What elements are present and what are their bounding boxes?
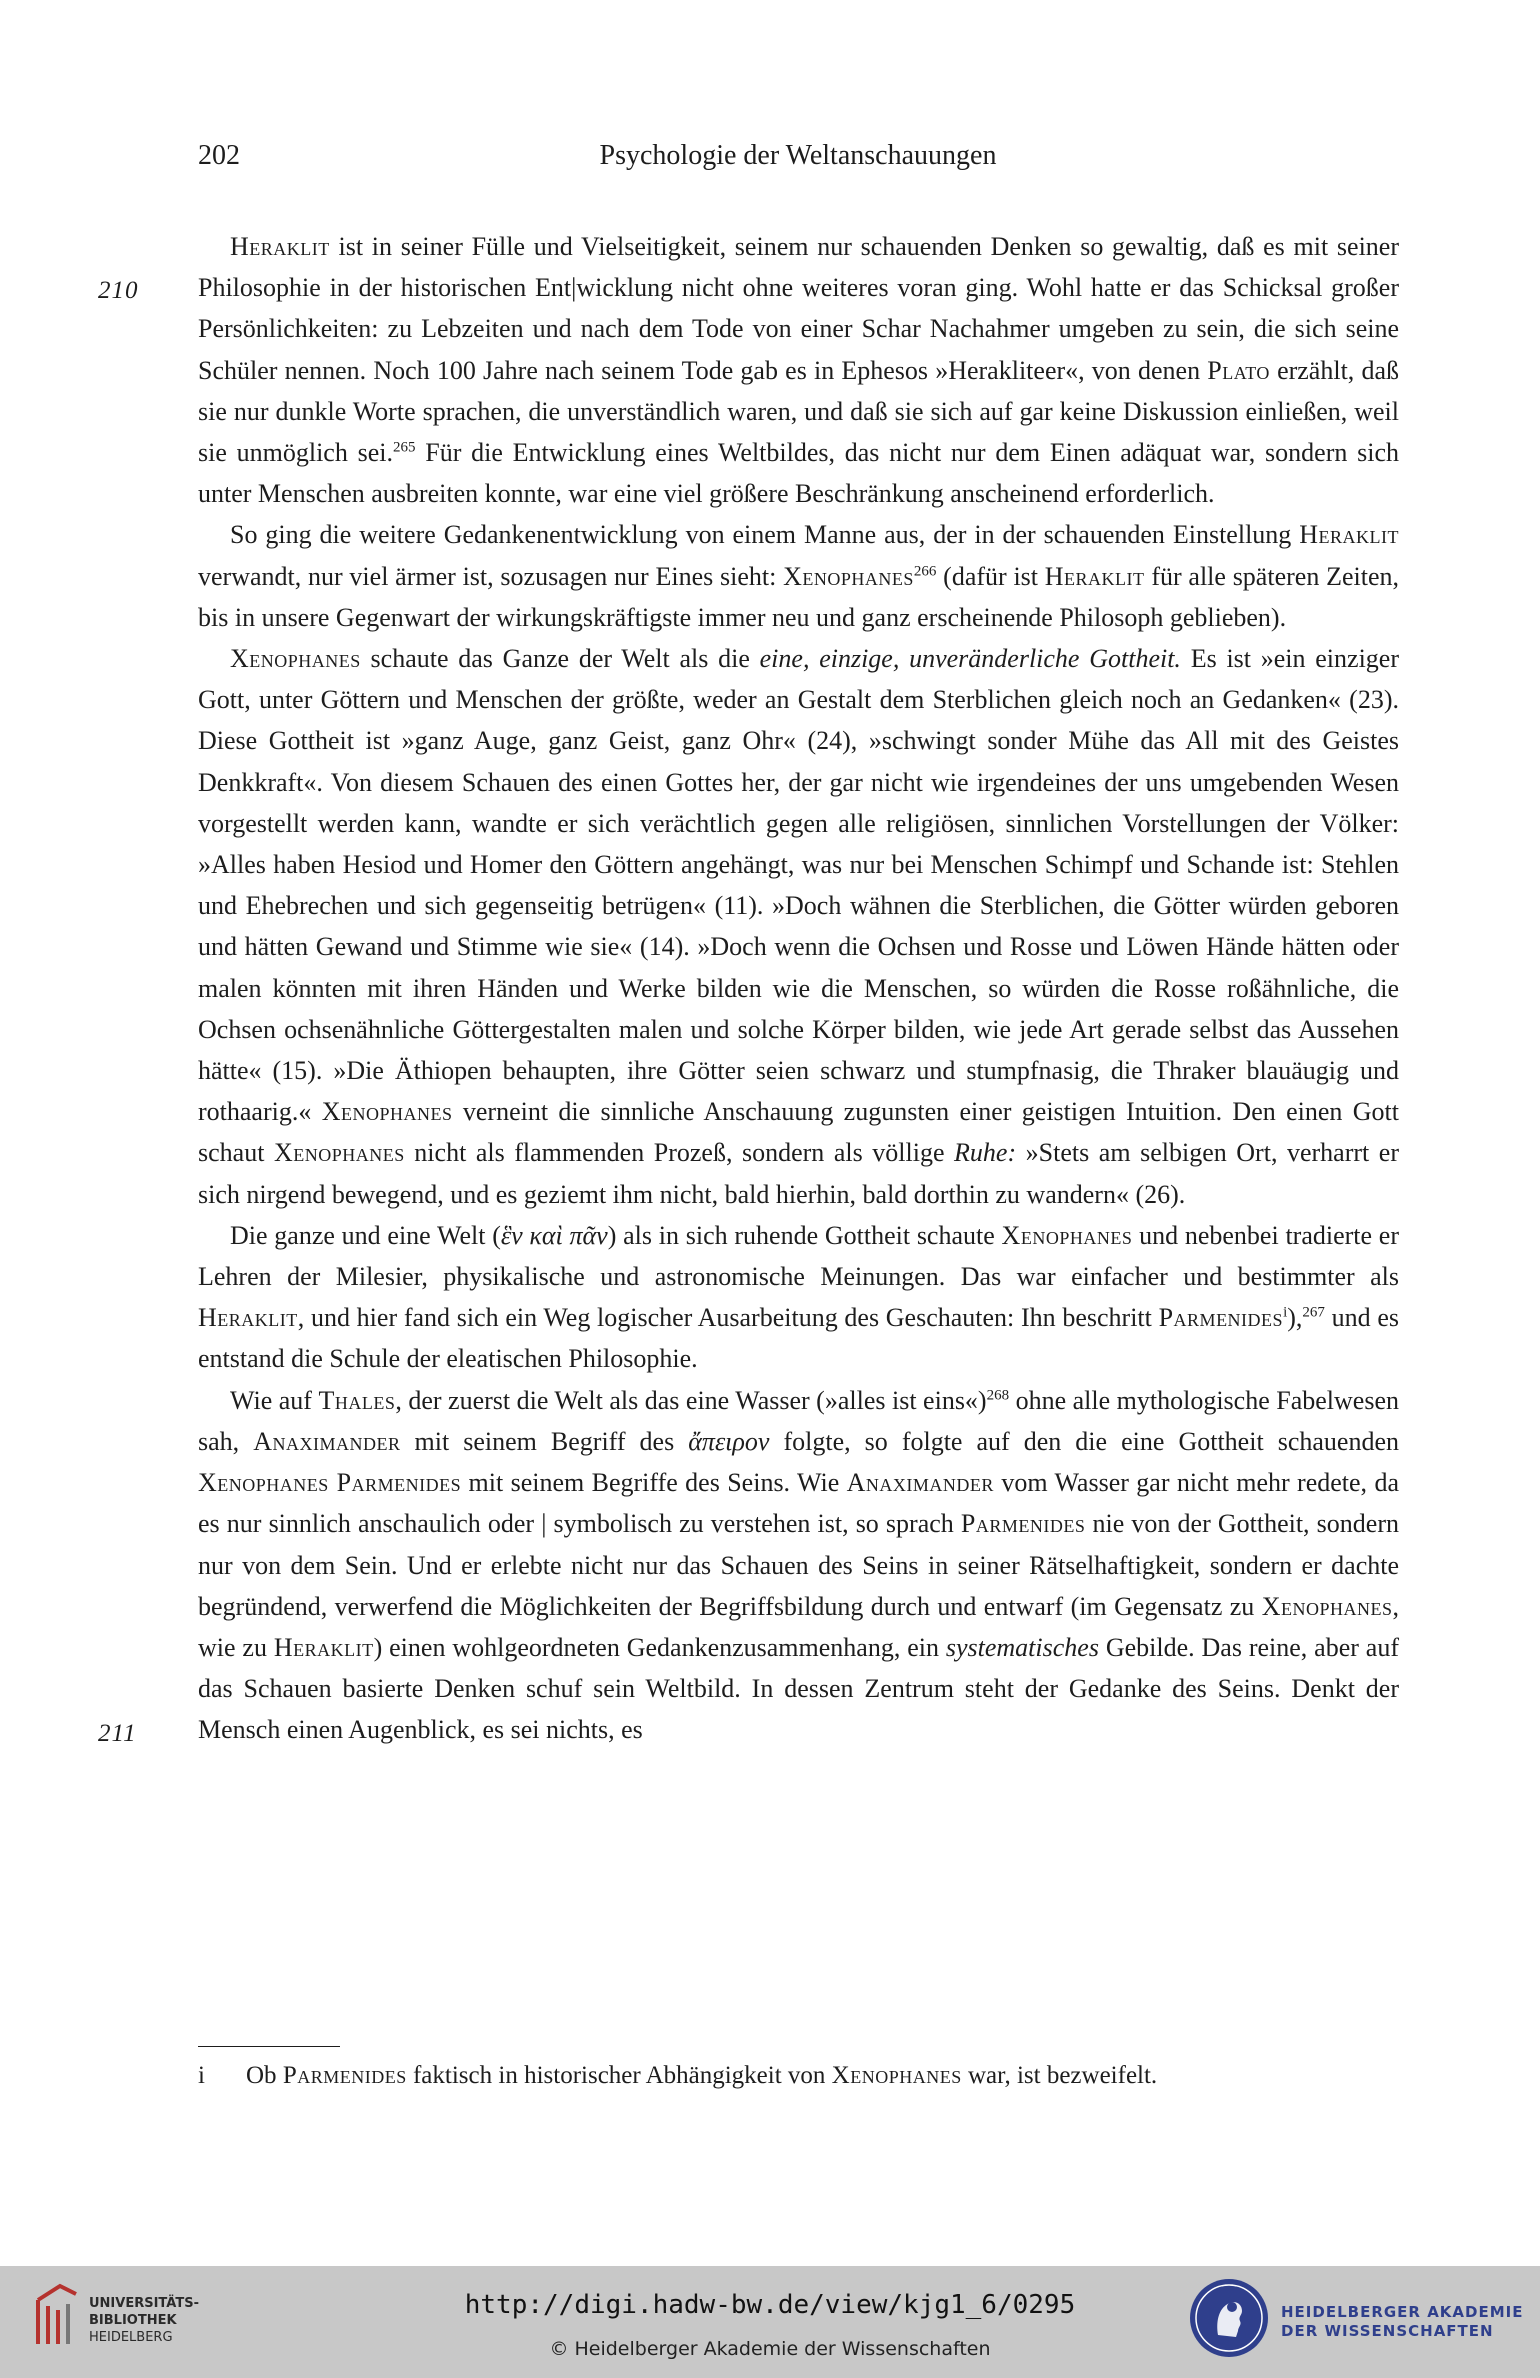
margin-page-number: 210: [98, 277, 139, 304]
text-run: für alle späteren Zeiten, bis in unsere Gegenwart der wirkungskräftigste immer neu und ganz erscheinende Philosoph geblieben).: [198, 561, 1399, 632]
hadw-seal-icon[interactable]: [1188, 2277, 1270, 2359]
footnote-reference[interactable]: i: [1283, 1304, 1288, 1321]
text-run: mit seinem Begriff des: [400, 1426, 689, 1456]
name-smallcaps: Anaximander: [253, 1426, 401, 1456]
academy-name[interactable]: [1281, 2303, 1524, 2341]
name-smallcaps: Plato: [1207, 355, 1270, 385]
text-run: , wie zu: [198, 1591, 1399, 1662]
name-smallcaps: Heraklit: [273, 1632, 374, 1662]
text-run: ) einen wohlgeordneten Gedankenzusammenhang, ein: [373, 1632, 946, 1662]
text-run: ) als in sich ruhende Gottheit schaute: [607, 1220, 1002, 1250]
text-run: mit seinem Begriffe des Seins. Wie: [461, 1468, 847, 1498]
library-name-line: UNIVERSITÄTS-: [89, 2296, 199, 2311]
paragraph: [198, 514, 1399, 638]
text-run: Wie auf: [230, 1385, 319, 1415]
text-run: ),: [1287, 1303, 1303, 1333]
paragraph: [198, 1215, 1399, 1380]
name-smallcaps: Xenophanes: [321, 1097, 453, 1127]
text-run: ist in seiner Fülle und Vielseitigkeit, seinem nur schauenden Denken so gewaltig, daß es mit seiner Philosophie in der historischen Ent|wicklung nicht ohne weiteres voran ging. Wohl hatte er das Schicksal großer Persönlichkeiten: zu Lebzeiten und nach dem Tode von einer Schar Nachahmer umgeben zu sein, die sich seine Schüler nennen. Noch 100 Jahre nach seinem Tode gab es in Ephesos »Herakliteer«, von denen: [198, 232, 1399, 385]
name-smallcaps: Xenophanes Parmenides: [198, 1468, 462, 1498]
text-run: So ging die weitere Gedankenentwicklung von einem Manne aus, der in der schauenden Einstellung: [230, 520, 1300, 550]
name-smallcaps: Heraklit: [198, 1303, 298, 1333]
emphasis-text: Ruhe:: [954, 1138, 1017, 1168]
footnote-reference[interactable]: 266: [913, 562, 937, 579]
name-smallcaps: Xenophanes: [230, 644, 361, 674]
footnote-divider: [198, 2046, 340, 2047]
academy-name-line: DER WISSENSCHAFTEN: [1281, 2322, 1494, 2340]
text-run: nicht als flammenden Prozeß, sondern als völlige: [404, 1138, 955, 1168]
text-run: Ob: [246, 2062, 283, 2089]
source-url-link[interactable]: http://digi.hadw-bw.de/view/kjg1_6/0295: [464, 2290, 1076, 2320]
text-run: war, ist bezweifelt.: [961, 2062, 1158, 2089]
text-run: folgte, so folgte auf den die eine Gottheit schauenden: [769, 1426, 1399, 1456]
name-smallcaps: Xenophanes: [831, 2062, 962, 2089]
text-run: , und hier fand sich ein Weg logischer Ausarbeitung des Geschauten: Ihn beschritt: [297, 1303, 1159, 1333]
text-run: schaute das Ganze der Welt als die: [360, 644, 760, 674]
name-smallcaps: Heraklit: [1044, 561, 1145, 591]
copyright-notice: © Heidelberger Akademie der Wissenschaften: [549, 2338, 991, 2360]
text-run: Es ist »ein einziger Gott, unter Göttern und Menschen der größte, weder an Gestalt dem Sterblichen gleich noch an Gedanken« (23). Diese Gottheit ist »ganz Auge, ganz Geist, ganz Ohr« (24), »schwingt sonder Mühe das All mit des Geistes Denkkraft«. Von diesem Schauen des einen Gottes her, der gar nicht wie irgendeines der uns umgebenden Wesen vorgestellt werden kann, wandte er sich verächtlich gegen alle religiösen, sinnlichen Vorstellungen der Völker: »Alles haben Hesiod und Homer den Göttern angehängt, was nur bei Menschen Schimpf und Schande ist: Stehlen und Ehebrechen und sich gegenseitig betrügen« (11). »Doch wähnen die Sterblichen, die Götter würden geboren und hätten Gewand und Stimme wie sie« (14). »Doch wenn die Ochsen und Rosse und Löwen Hände hätten oder malen könnten mit ihren Händen und Werke bilden wie die Menschen, so würden die Rosse roßähnliche, die Ochsen ochsenähnliche Göttergestalten malen und solche Körper bilden, wie jede Art gerade selbst das Aussehen hätte« (15). »Die Äthiopen behaupten, ihre Götter seien schwarz und stumpfnasig, die Thraker blauäugig und rothaarig.«: [198, 644, 1399, 1127]
footnote-mark: i: [198, 2062, 205, 2089]
paragraph: [198, 226, 1399, 514]
name-smallcaps: Xenophanes: [1001, 1220, 1133, 1250]
text-run: Gebilde. Das reine, aber auf das Schauen basierte Denken schuf sein Weltbild. In dessen Zentrum steht der Gedanke des Seins. Denkt der Mensch einen Augenblick, es sei nichts, es: [198, 1632, 1399, 1745]
name-smallcaps: Thales: [318, 1385, 396, 1415]
text-run: , der zuerst die Welt als das eine Wasser (»alles ist eins«): [395, 1385, 987, 1415]
paragraph: [198, 638, 1399, 1215]
text-run: ohne alle mythologische Fabelwesen sah,: [198, 1385, 1399, 1456]
text-run: »Stets am selbigen Ort, verharrt er sich nirgend bewegend, und es geziemt ihm nicht, bald hierhin, bald dorthin zu wandern« (26).: [198, 1138, 1400, 1209]
running-header: [198, 140, 1398, 180]
paragraph: [198, 1380, 1399, 1751]
page-number: 202: [198, 140, 240, 171]
library-name-line: HEIDELBERG: [89, 2330, 173, 2345]
name-smallcaps: Anaximander: [846, 1468, 994, 1498]
footnote-reference[interactable]: 265: [392, 439, 416, 456]
margin-page-number: 211: [98, 1720, 137, 1747]
emphasis-text: eine, einzige, unveränderliche Gottheit.: [759, 644, 1181, 674]
name-smallcaps: Parmenides: [1158, 1303, 1284, 1333]
emphasis-text: ἓν καὶ πᾶν: [500, 1220, 608, 1250]
name-smallcaps: Parmenides: [960, 1509, 1086, 1539]
name-smallcaps: Xenophanes: [273, 1138, 405, 1168]
academy-name-line: HEIDELBERGER AKADEMIE: [1281, 2303, 1524, 2321]
name-smallcaps: Xenophanes: [1261, 1591, 1393, 1621]
text-run: nie von der Gottheit, sondern nur von dem Sein. Und er erlebte nicht nur das Schauen des Seins in seiner Rätselhaftigkeit, sondern er dachte begründend, verwerfend die Möglichkeiten der Begriffsbildung durch und entwarf (im Gegensatz zu: [198, 1509, 1400, 1621]
name-smallcaps: Parmenides: [282, 2062, 407, 2089]
footnote-reference[interactable]: 267: [1302, 1304, 1325, 1321]
footnote-text: [246, 2057, 1157, 2095]
text-run: und nebenbei tradierte er Lehren der Milesier, physikalische und astronomische Meinungen. Das war einfacher und bestimmter als: [198, 1220, 1399, 1292]
name-smallcaps: Xenophanes: [783, 561, 914, 591]
text-run: Die ganze und eine Welt (: [230, 1220, 501, 1250]
name-smallcaps: Heraklit: [230, 232, 330, 261]
emphasis-text: systematisches: [945, 1632, 1099, 1662]
text-run: Für die Entwicklung eines Weltbildes, das nicht nur dem Einen adäquat war, sondern sich unter Menschen ausbreiten konnte, war eine viel größere Beschränkung anscheinend erforderlich.: [198, 438, 1399, 509]
text-run: verwandt, nur viel ärmer ist, sozusagen nur Eines sieht:: [198, 561, 784, 591]
running-title: Psychologie der Weltanschauungen: [599, 140, 997, 171]
text-run: vom Wasser gar nicht mehr redete, da es nur sinnlich anschaulich oder | symbolisch zu verstehen ist, so sprach: [198, 1468, 1399, 1539]
footnote-reference[interactable]: 268: [986, 1387, 1010, 1404]
text-run: (dafür ist: [936, 561, 1045, 591]
text-run: erzählt, daß sie nur dunkle Worte sprachen, die unverständlich waren, und daß sie sich auf gar keine Diskussion einließen, weil sie unmöglich sei.: [198, 355, 1400, 468]
name-smallcaps: Heraklit: [1299, 520, 1399, 550]
text-run: und es entstand die Schule der eleatischen Philosophie.: [198, 1303, 1399, 1374]
library-name-line: BIBLIOTHEK: [89, 2313, 177, 2328]
main-text: [198, 226, 1399, 1751]
text-run: faktisch in historischer Abhängigkeit von: [406, 2062, 832, 2089]
text-run: verneint die sinnliche Anschauung zugunsten einer geistigen Intuition. Den einen Gott schaut: [198, 1097, 1400, 1168]
emphasis-text: ἄπειρον: [688, 1426, 770, 1456]
